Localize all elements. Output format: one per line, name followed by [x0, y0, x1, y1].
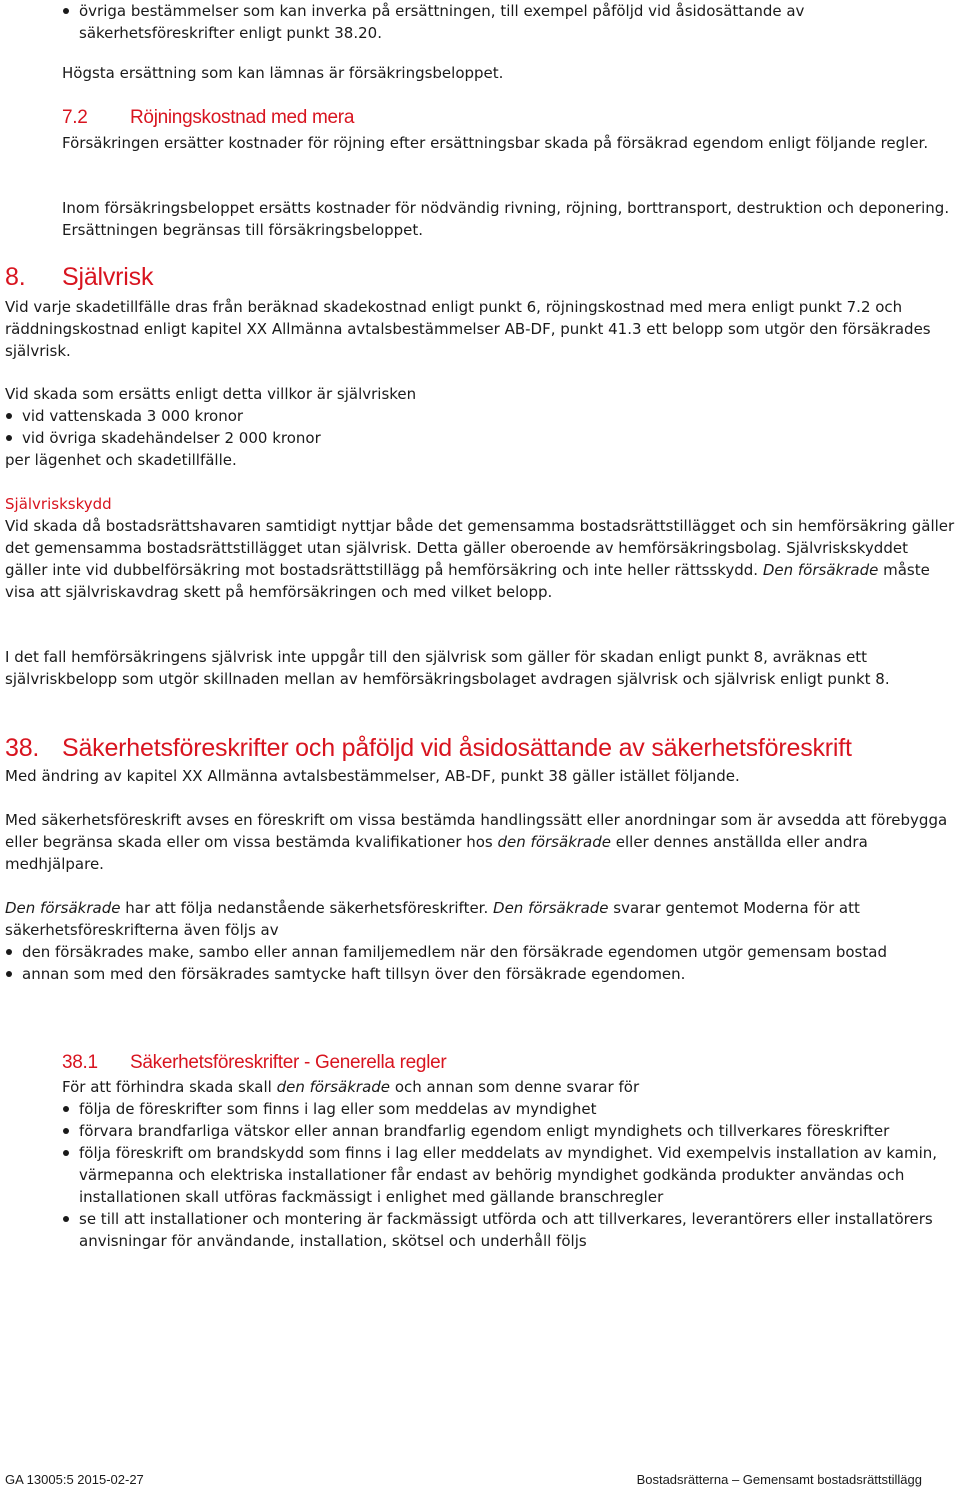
list-item: se till att installationer och montering är fackmässigt utförda och att tillverkares, leverantörers eller installatörers anvisningar för användande, installation, skötsel och underhåll följs	[62, 1208, 955, 1252]
deductible-intro: Vid skada som ersätts enligt detta villkor är självrisken	[5, 385, 417, 403]
section-38-paragraph: Med ändring av kapitel XX Allmänna avtalsbestämmelser, AB-DF, punkt 38 gäller istället följande.	[5, 767, 740, 785]
list-item: följa de föreskrifter som finns i lag eller som meddelas av myndighet	[62, 1098, 955, 1120]
section-number: 8.	[5, 263, 26, 291]
deductible-protection-heading: Självriskskydd	[5, 495, 112, 513]
section-title: Röjningskostnad med mera	[130, 107, 355, 128]
section-title: Säkerhetsföreskrifter - Generella regler	[130, 1052, 447, 1073]
deductible-list	[5, 405, 955, 449]
section-number: 38.1	[62, 1052, 98, 1073]
section-7-2-paragraph: Försäkringen ersätter kostnader för röjning efter ersättningsbar skada på försäkrad egendom enligt följande regler.	[62, 134, 929, 152]
deductible-after: per lägenhet och skadetillfälle.	[5, 451, 237, 469]
list-item: annan som med den försäkrades samtycke haft tillsyn över den försäkrade egendomen.	[5, 963, 955, 985]
section-number: 7.2	[62, 107, 88, 128]
deductible-protection-paragraph: Vid skada då bostadsrättshavaren samtidigt nyttjar både det gemensamma bostadsrättstillägget och sin hemförsäkring gäller det gemensamma bostadsrättstillägget utan självrisk. Detta gäller oberoende av hemförsäkringsbolag. Självriskskyddet gäller inte vid dubbelförsäkring mot bostadsrättstillägg på hemförsäkring och inte heller rättsskydd. Den försäkrade måste visa att självriskavdrag skett på hemförsäkringen och med vilket belopp.	[5, 517, 955, 601]
list-item: vid övriga skadehändelser 2 000 kronor	[5, 427, 955, 449]
section-title: Säkerhetsföreskrifter och påföljd vid åsidosättande av säkerhetsföreskrift	[62, 734, 852, 762]
section-title: Självrisk	[62, 263, 154, 291]
list-item: den försäkrades make, sambo eller annan familjemedlem när den försäkrade egendomen utgör gemensam bostad	[5, 941, 955, 963]
footer-right: Bostadsrätterna – Gemensamt bostadsrättstillägg	[636, 1472, 922, 1487]
list-item: följa föreskrift om brandskydd som finns i lag eller meddelats av myndighet. Vid exempelvis installation av kamin, värmepanna och elektriska installationer får endast av behörig myndighet godkända produkter användas och installationen skall utföras fackmässigt i enlighet med gällande branschregler	[62, 1142, 955, 1208]
section-7-2-paragraph: Inom försäkringsbeloppet ersätts kostnader för nödvändig rivning, röjning, borttransport, destruktion och deponering. Ersättningen begränsas till försäkringsbeloppet.	[62, 199, 950, 239]
section-38-list	[5, 941, 955, 985]
section-38-1-list	[62, 1098, 955, 1252]
section-number: 38.	[5, 734, 40, 762]
section-38-paragraph: Den försäkrade har att följa nedanstående säkerhetsföreskrifter. Den försäkrade svarar gentemot Moderna för att säkerhetsföreskrifterna även följs av	[5, 899, 860, 939]
list-item: förvara brandfarliga vätskor eller annan brandfarlig egendom enligt myndighets och tillverkares föreskrifter	[62, 1120, 955, 1142]
list-item: övriga bestämmelser som kan inverka på ersättningen, till exempel påföljd vid åsidosättande av säkerhetsföreskrifter enligt punkt 38.20.	[62, 0, 955, 44]
footer-left: GA 13005:5 2015-02-27	[5, 1472, 144, 1487]
section-8-heading	[5, 262, 955, 292]
section-38-1-heading	[62, 1051, 955, 1075]
section-8-paragraph: Vid varje skadetillfälle dras från beräknad skadekostnad enligt punkt 6, röjningskostnad med mera enligt punkt 7.2 och räddningskostnad enligt kapitel XX Allmänna avtalsbestämmelser AB-DF, punkt 41.3 ett belopp som utgör den försäkrades självrisk.	[5, 298, 931, 360]
section-7-2-heading	[62, 106, 955, 130]
list-item: vid vattenskada 3 000 kronor	[5, 405, 955, 427]
section-38-heading	[5, 733, 955, 763]
section-38-1-intro: För att förhindra skada skall den försäkrade och annan som denne svarar för	[62, 1078, 640, 1096]
max-compensation-text: Högsta ersättning som kan lämnas är försäkringsbeloppet.	[62, 64, 504, 82]
section-8-last-paragraph: I det fall hemförsäkringens självrisk inte uppgår till den självrisk som gäller för skadan enligt punkt 8, avräknas ett självriskbelopp som utgör skillnaden mellan av hemförsäkringsbolaget avdragen självrisk och självrisk enligt punkt 8.	[5, 648, 890, 688]
section-38-paragraph: Med säkerhetsföreskrift avses en föreskrift om vissa bestämda handlingssätt eller anordningar som är avsedda att förebygga eller begränsa skada eller om vissa bestämda kvalifikationer hos den försäkrade eller dennes anställda eller andra medhjälpare.	[5, 811, 948, 873]
intro-bullet-list	[62, 0, 955, 44]
